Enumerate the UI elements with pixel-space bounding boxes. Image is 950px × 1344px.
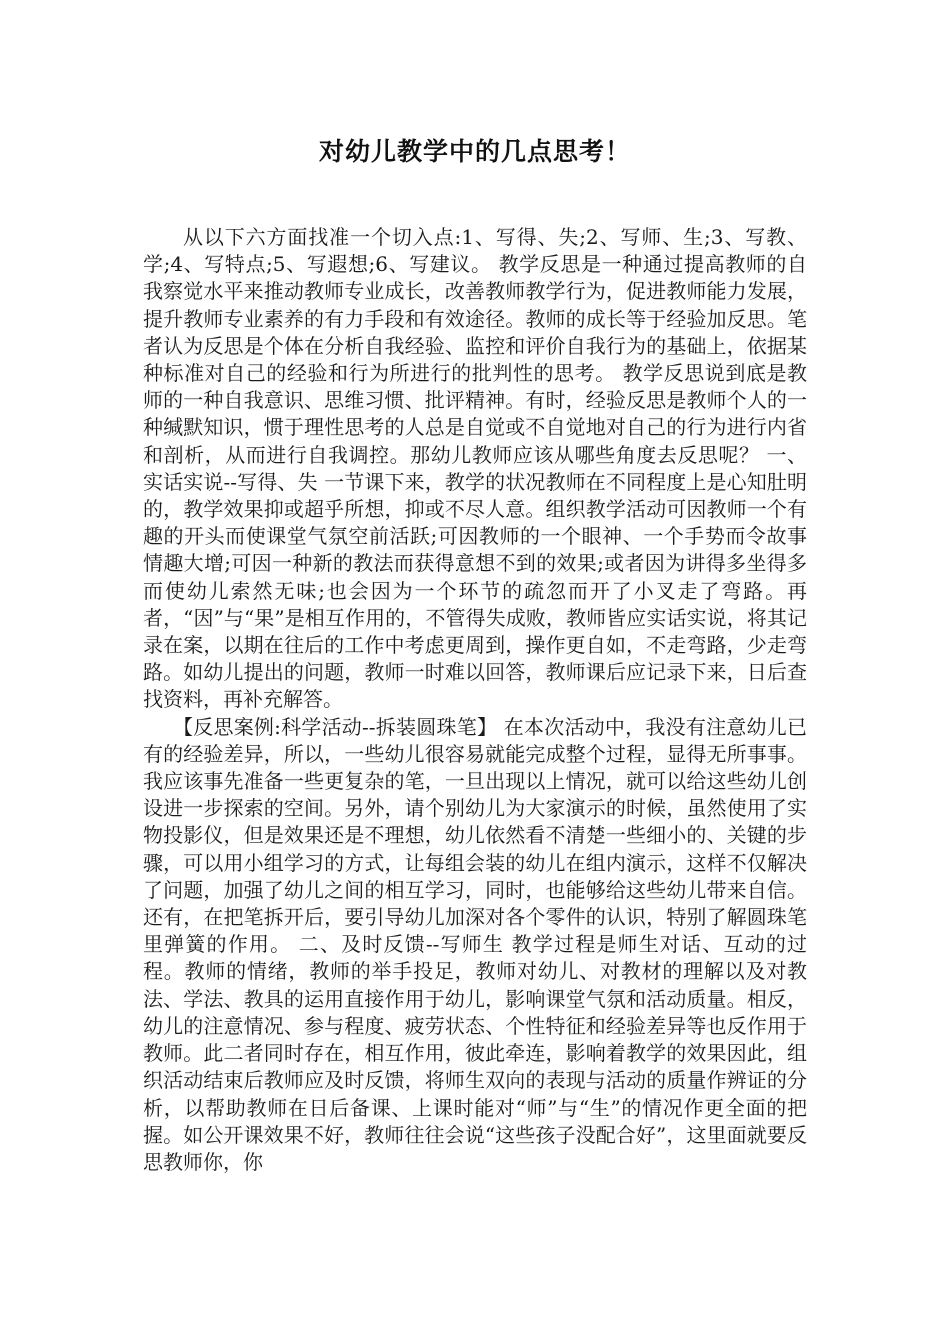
body-paragraph: 【反思案例:科学活动--拆装圆珠笔】 在本次活动中，我没有注意幼儿已有的经验差异，所以，一些幼儿很容易就能完成整个过程，显得无所事事。我应该事先准备一些更复杂的笔，一旦出现以上情况，就可以给这些幼儿创设进一步探索的空间。另外，请个别幼儿为大家演示的时候，虽然使用了实物投影仪，但是效果还是不理想，幼儿依然看不清楚一些细小的、关键的步骤，可以用小组学习的方式，让每组会装的幼儿在组内演示，这样不仅解决了问题，加强了幼儿之间的相互学习，同时，也能够给这些幼儿带来自信。还有，在把笔拆开后，要引导幼儿加深对各个零件的认识，特别了解圆珠笔里弹簧的作用。 二、及时反馈--写师生 教学过程是师生对话、互动的过程。教师的情绪，教师的举手投足，教师对幼儿、对教材的理解以及对教法、学法、教具的运用直接作用于幼儿，影响课堂气氛和活动质量。相反，幼儿的注意情况、参与程度、疲劳状态、个性特征和经验差异等也反作用于教师。此二者同时存在，相互作用，彼此牵连，影响着教学的效果因此，组织活动结束后教师应及时反馈，将师生双向的表现与活动的质量作辨证的分析，以帮助教师在日后备课、上课时能对“师”与“生”的情况作更全面的把握。如公开课效果不好，教师往往会说“这些孩子没配合好”，这里面就要反思教师你，你 bbox=[143, 714, 807, 1174]
body-paragraph: 从以下六方面找准一个切入点:1、写得、失;2、写师、生;3、写教、学;4、写特点;5、写遐想;6、写建议。 教学反思是一种通过提高教师的自我察觉水平来推动教师专业成长，改善教师教学行为，促进教师能力发展，提升教师专业素养的有力手段和有效途径。教师的成长等于经验加反思。笔者认为反思是个体在分析自我经验、监控和评价自我行为的基础上，依据某种标准对自己的经验和行为所进行的批判性的思考。 教学反思说到底是教师的一种自我意识、思维习惯、批评精神。有时，经验反思是教师个人的一种缄默知识，惯于理性思考的人总是自觉或不自觉地对自己的行为进行内省和剖析，从而进行自我调控。那幼儿教师应该从哪些角度去反思呢？ 一、 实话实说--写得、失 一节课下来，教学的状况教师在不同程度上是心知肚明的，教学效果抑或超乎所想，抑或不尽人意。组织教学活动可因教师一个有趣的开头而使课堂气氛空前活跃;可因教师的一个眼神、一个手势而令故事情趣大增;可因一种新的教法而获得意想不到的效果;或者因为讲得多坐得多而使幼儿索然无味;也会因为一个环节的疏忽而开了小叉走了弯路。再者，“因”与“果”是相互作用的，不管得失成败，教师皆应实话实说，将其记录在案，以期在往后的工作中考虑更周到，操作更自如，不走弯路，少走弯路。如幼儿提出的问题，教师一时难以回答，教师课后应记录下来，日后查找资料，再补充解答。 bbox=[143, 225, 807, 712]
document-title: 对幼儿教学中的几点思考！ bbox=[318, 137, 631, 166]
document-body bbox=[143, 224, 807, 1176]
